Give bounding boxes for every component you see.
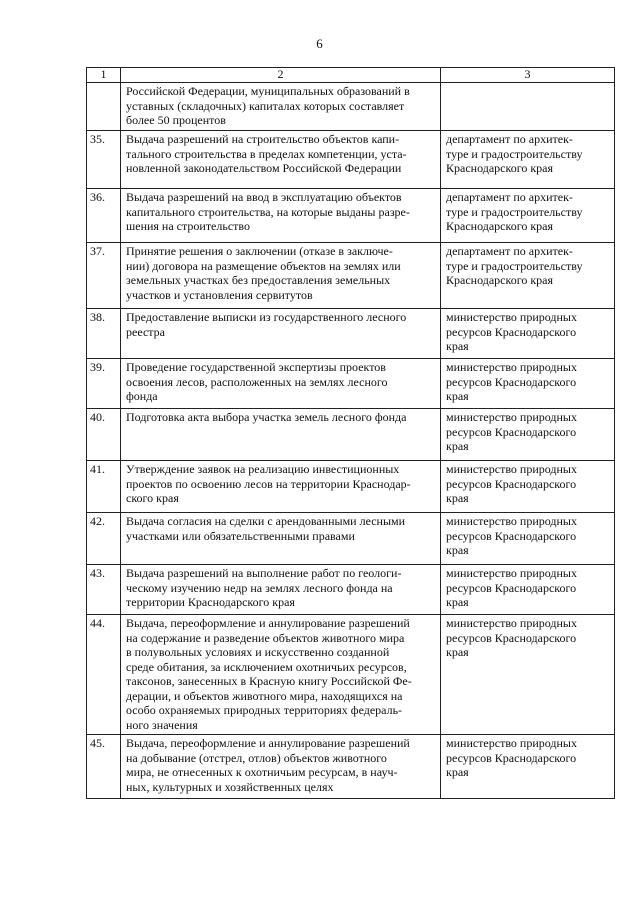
row-service: Выдача, переоформление и аннулирование разрешений на содержание и разведение объектов животного мира в полувольных условиях и искусственно созданной среде обитания, за исключением охотничьих ресурсов, таксонов, занесенных в Красную книгу Российской Фе- дерации, и объектов животного мира, находящихся на особо охраняемых природных территориях федераль- ного значения [121, 615, 441, 735]
services-table [86, 67, 615, 799]
row-number: 43. [87, 565, 121, 615]
table-row [87, 409, 615, 461]
row-service: Выдача, переоформление и аннулирование разрешений на добывание (отстрел, отлов) объектов животного мира, не отнесенных к охотничьим ресурсам, в науч- ных, культурных и хозяйственных целях [121, 735, 441, 799]
table-row [87, 243, 615, 309]
row-number: 44. [87, 615, 121, 735]
table-row [87, 513, 615, 565]
row-number [87, 83, 121, 131]
row-number: 38. [87, 309, 121, 359]
row-agency: министерство природных ресурсов Краснодарского края [441, 565, 615, 615]
row-number: 37. [87, 243, 121, 309]
header-col-3: 3 [441, 68, 615, 83]
row-service: Выдача разрешений на строительство объектов капи- тального строительства в пределах компетенции, уста- новленной законодательством Российской Федерации [121, 131, 441, 189]
table-header-row [87, 68, 615, 83]
row-agency: министерство природных ресурсов Краснодарского края [441, 461, 615, 513]
row-agency [441, 83, 615, 131]
table-row [87, 735, 615, 799]
row-service: Проведение государственной экспертизы проектов освоения лесов, расположенных на землях лесного фонда [121, 359, 441, 409]
row-service: Выдача согласия на сделки с арендованными лесными участками или обязательственными правами [121, 513, 441, 565]
row-agency: министерство природных ресурсов Краснодарского края [441, 359, 615, 409]
table-row [87, 565, 615, 615]
row-service: Выдача разрешений на выполнение работ по геологи- ческому изучению недр на землях лесного фонда на территории Краснодарского края [121, 565, 441, 615]
row-agency: министерство природных ресурсов Краснодарского края [441, 513, 615, 565]
row-agency: департамент по архитек- туре и градостроительству Краснодарского края [441, 189, 615, 243]
row-agency: министерство природных ресурсов Краснодарского края [441, 615, 615, 735]
row-number: 45. [87, 735, 121, 799]
table-row [87, 461, 615, 513]
row-agency: министерство природных ресурсов Краснодарского края [441, 409, 615, 461]
header-col-1: 1 [87, 68, 121, 83]
table-row [87, 615, 615, 735]
table-row [87, 309, 615, 359]
row-service: Выдача разрешений на ввод в эксплуатацию объектов капитального строительства, на которые выданы разре- шения на строительство [121, 189, 441, 243]
row-agency: департамент по архитек- туре и градостроительству Краснодарского края [441, 243, 615, 309]
row-service: Утверждение заявок на реализацию инвестиционных проектов по освоению лесов на территории Краснодар- ского края [121, 461, 441, 513]
row-number: 41. [87, 461, 121, 513]
table-row [87, 189, 615, 243]
row-agency: департамент по архитек- туре и градостроительству Краснодарского края [441, 131, 615, 189]
row-service: Предоставление выписки из государственного лесного реестра [121, 309, 441, 359]
table-row [87, 359, 615, 409]
header-col-2: 2 [121, 68, 441, 83]
row-number: 36. [87, 189, 121, 243]
page-number: 6 [316, 36, 323, 51]
row-service: Подготовка акта выбора участка земель лесного фонда [121, 409, 441, 461]
row-number: 39. [87, 359, 121, 409]
row-agency: министерство природных ресурсов Краснодарского края [441, 309, 615, 359]
table-row [87, 83, 615, 131]
row-number: 35. [87, 131, 121, 189]
row-service: Российской Федерации, муниципальных образований в уставных (складочных) капиталах которых составляет более 50 процентов [121, 83, 441, 131]
table-row [87, 131, 615, 189]
row-service: Принятие решения о заключении (отказе в заключе- нии) договора на размещение объектов на землях или земельных участках без предоставления земельных участков и установления сервитутов [121, 243, 441, 309]
row-number: 40. [87, 409, 121, 461]
row-number: 42. [87, 513, 121, 565]
row-agency: министерство природных ресурсов Краснодарского края [441, 735, 615, 799]
